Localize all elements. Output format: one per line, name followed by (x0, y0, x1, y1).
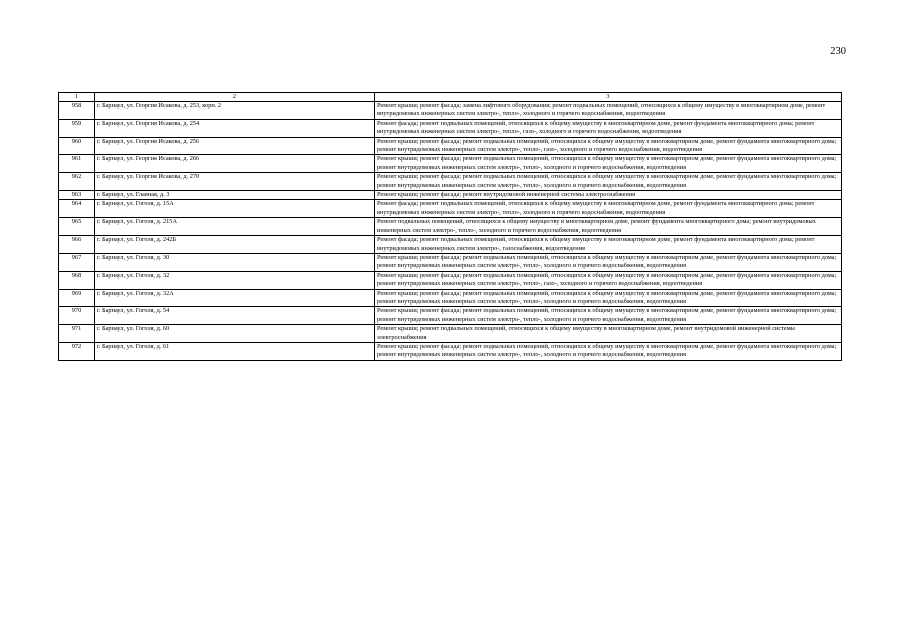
table-row (59, 218, 842, 236)
row-number: 961 (59, 155, 95, 173)
row-works: Ремонт крыши; ремонт фасада; ремонт подвальных помещений, относящихся к общему имуществу в многоквартирном доме, ремонт фундамента многоквартирного дома; ремонт внутридомовых инженерных систем электро-, тепло-, холодного и горячего водоснабжения, водоотведения (375, 342, 842, 360)
row-works: Ремонт крыши; ремонт фасада; ремонт подвальных помещений, относящихся к общему имуществу в многоквартирном доме, ремонт фундамента многоквартирного дома; ремонт внутридомовых инженерных систем электро-, тепло-, холодного и горячего водоснабжения, водоотведения (375, 253, 842, 271)
table-row (59, 200, 842, 218)
row-address: г. Барнаул, ул. Гоголя, д. 54 (95, 307, 375, 325)
row-address: г. Барнаул, ул. Гоголя, д. 242Б (95, 236, 375, 254)
row-works: Ремонт крыши; ремонт фасада; ремонт подвальных помещений, относящихся к общему имуществу в многоквартирном доме, ремонт фундамента многоквартирного дома; ремонт внутридомовых инженерных систем электро-, тепло-, газо-, холодного и горячего водоснабжения, водоотведения (375, 137, 842, 155)
row-address: г. Барнаул, ул. Георгия Исакова, д. 270 (95, 173, 375, 191)
row-number: 968 (59, 271, 95, 289)
row-number: 970 (59, 307, 95, 325)
row-works: Ремонт крыши; ремонт фасада; ремонт внутридомовой инженерной системы электроснабжения (375, 191, 842, 200)
row-number: 964 (59, 200, 95, 218)
row-works: Ремонт крыши; ремонт фасада; ремонт подвальных помещений, относящихся к общему имуществу в многоквартирном доме, ремонт фундамента многоквартирного дома; ремонт внутридомовых инженерных систем электро-, тепло-, холодного и горячего водоснабжения, водоотведения (375, 289, 842, 307)
row-number: 958 (59, 102, 95, 120)
table-row (59, 307, 842, 325)
row-number: 971 (59, 325, 95, 343)
row-works: Ремонт крыши; ремонт фасада; замена лифтового оборудования; ремонт подвальных помещений, относящихся к общему имуществу в многоквартирном доме, ремонт внутридомовых инженерных систем электро-, тепло-, холодного и горячего водоснабжения, водоотведения (375, 102, 842, 120)
row-works: Ремонт крыши; ремонт фасада; ремонт подвальных помещений, относящихся к общему имуществу в многоквартирном доме, ремонт фундамента многоквартирного дома; ремонт внутридомовых инженерных систем электро-, тепло-, холодного и горячего водоснабжения, водоотведения (375, 173, 842, 191)
row-works: Ремонт крыши; ремонт фасада; ремонт подвальных помещений, относящихся к общему имуществу в многоквартирном доме, ремонт фундамента многоквартирного дома; ремонт внутридомовых инженерных систем электро-, тепло-, холодного и горячего водоснабжения, водоотведения (375, 307, 842, 325)
table-row (59, 271, 842, 289)
table-row (59, 137, 842, 155)
row-number: 959 (59, 119, 95, 137)
row-number: 965 (59, 218, 95, 236)
header-col-works: 3 (375, 93, 842, 102)
page-number: 230 (830, 46, 846, 57)
table-row (59, 325, 842, 343)
row-address: г. Барнаул, ул. Главная, д. 3 (95, 191, 375, 200)
table-row (59, 253, 842, 271)
row-works: Ремонт крыши; ремонт подвальных помещений, относящихся к общему имуществу в многоквартирном доме, ремонт внутридомовой инженерной системы электроснабжения (375, 325, 842, 343)
table-row (59, 155, 842, 173)
row-number: 962 (59, 173, 95, 191)
row-address: г. Барнаул, ул. Гоголя, д. 32 (95, 271, 375, 289)
table-row (59, 289, 842, 307)
row-works: Ремонт подвальных помещений, относящихся к общему имуществу в многоквартирном доме, ремонт фундамента многоквартирного дома; ремонт внутридомовых инженерных систем электро-, тепло-, холодного и горячего водоснабжения, водоотведения (375, 218, 842, 236)
row-address: г. Барнаул, ул. Гоголя, д. 30 (95, 253, 375, 271)
row-works: Ремонт крыши; ремонт фасада; ремонт подвальных помещений, относящихся к общему имуществу в многоквартирном доме, ремонт фундамента многоквартирного дома; ремонт внутридомовых инженерных систем электро-, тепло-, газо-, холодного и горячего водоснабжения, водоотведения (375, 271, 842, 289)
row-number: 966 (59, 236, 95, 254)
header-col-number: 1 (59, 93, 95, 102)
table-row (59, 119, 842, 137)
row-address: г. Барнаул, ул. Георгия Исакова, д. 266 (95, 155, 375, 173)
row-address: г. Барнаул, ул. Георгия Исакова, д. 254 (95, 119, 375, 137)
row-address: г. Барнаул, ул. Гоголя, д. 15А (95, 200, 375, 218)
row-address: г. Барнаул, ул. Георгия Исакова, д. 256 (95, 137, 375, 155)
row-address: г. Барнаул, ул. Георгия Исакова, д. 253, корп. 2 (95, 102, 375, 120)
table-row (59, 173, 842, 191)
row-works: Ремонт крыши; ремонт фасада; ремонт подвальных помещений, относящихся к общему имуществу в многоквартирном доме, ремонт фундамента многоквартирного дома; ремонт внутридомовых инженерных систем электро-, тепло-, холодного и горячего водоснабжения, водоотведения (375, 155, 842, 173)
row-address: г. Барнаул, ул. Гоголя, д. 32А (95, 289, 375, 307)
row-number: 960 (59, 137, 95, 155)
row-works: Ремонт фасада; ремонт подвальных помещений, относящихся к общему имуществу в многоквартирном доме, ремонт фундамента многоквартирного дома; ремонт внутридомовых инженерных систем электро-, газоснабжения, водоотведения (375, 236, 842, 254)
table-row (59, 102, 842, 120)
row-address: г. Барнаул, ул. Гоголя, д. 61 (95, 342, 375, 360)
repair-registry-table (58, 92, 842, 361)
header-col-address: 2 (95, 93, 375, 102)
table-header-row (59, 93, 842, 102)
row-address: г. Барнаул, ул. Гоголя, д. 215А (95, 218, 375, 236)
row-works: Ремонт фасада; ремонт подвальных помещений, относящихся к общему имуществу в многоквартирном доме, ремонт фундамента многоквартирного дома; ремонт внутридомовых инженерных систем электро-, тепло-, холодного и горячего водоснабжения, водоотведения (375, 200, 842, 218)
row-number: 972 (59, 342, 95, 360)
row-address: г. Барнаул, ул. Гоголя, д. 60 (95, 325, 375, 343)
table-row (59, 342, 842, 360)
row-number: 967 (59, 253, 95, 271)
table-row (59, 236, 842, 254)
table-row (59, 191, 842, 200)
row-number: 969 (59, 289, 95, 307)
row-works: Ремонт фасада; ремонт подвальных помещений, относящихся к общему имуществу в многоквартирном доме, ремонт фундамента многоквартирного дома; ремонт внутридомовых инженерных систем электро-, тепло-, газо-, холодного и горячего водоснабжения, водоотведения (375, 119, 842, 137)
row-number: 963 (59, 191, 95, 200)
